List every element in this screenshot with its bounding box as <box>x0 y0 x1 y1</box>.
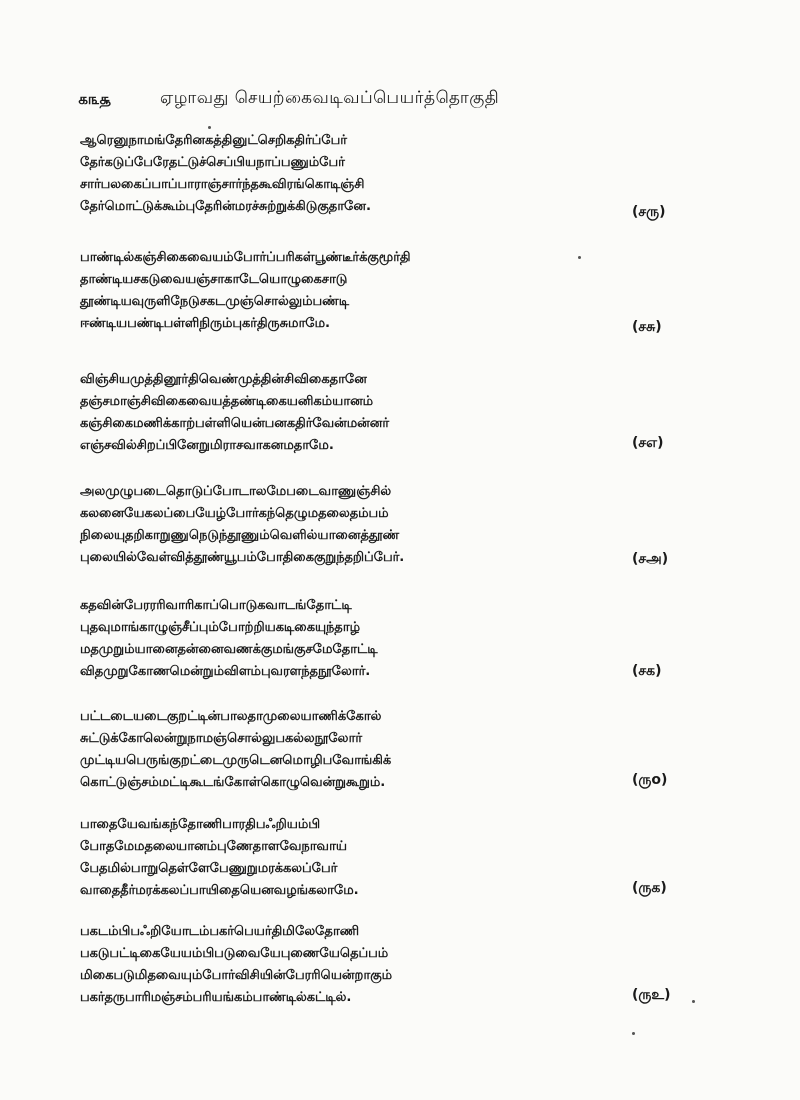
verse-number: (சரு) <box>632 204 666 220</box>
verse-number: (ருக) <box>632 880 667 896</box>
scan-speck <box>632 1032 635 1035</box>
verse-line: கொட்டுஞ்சம்மட்டிகூடங்கோள்கொழுவென்றுகூறும். <box>80 775 386 790</box>
verse-line: ஈண்டியபண்டிபள்ளிநிரும்புகர்திருசுமாமே. <box>80 316 330 331</box>
verse-line: அலமுழுபடைதொடுப்போடாலமேபடைவாணுஞ்சில் <box>80 484 392 499</box>
verse-block <box>80 369 720 457</box>
verse-line: தஞ்சமாஞ்சிவிகைவையத்தண்டிகையனிகம்யானம் <box>80 394 374 409</box>
scan-speck <box>208 126 211 129</box>
verse-line: மதமுறும்யானைதன்னைவணக்குமங்குசமேதோட்டி <box>80 642 378 657</box>
verse-block <box>80 595 720 683</box>
verse-line: தேர்கடுப்பேரேதட்டுச்செப்பியநாப்பணும்பேர் <box>80 155 345 170</box>
verse-block <box>80 814 720 902</box>
verse-line: சார்பலகைப்பாப்பாராஞ்சார்ந்தகூவிரங்கொடிஞ்சி <box>80 177 365 192</box>
verse-line: புதவுமாங்காழுஞ்சீப்பும்போற்றியகடிகையுந்தாழ் <box>80 620 361 635</box>
verse-line: நிலையுதறிகாறுணுநெடுந்தூணும்வெளில்யானைத்தூண் <box>80 528 400 543</box>
verse-number: (சஅ) <box>632 551 669 567</box>
verse-line: விதமுறுகோணமென்றும்விளம்புவரளந்தநூலோர். <box>80 664 371 679</box>
verse-block <box>80 706 720 794</box>
verse-block <box>80 481 720 569</box>
verse-line: கலனையேகலப்பையேழ்போர்கந்தெழுமதலைதம்பம் <box>80 506 389 521</box>
verse-line: தேர்மொட்டுக்கூம்புதேரின்மரச்சுற்றுக்கிடுகுதானே. <box>80 199 371 214</box>
verse-number: (ருஉ) <box>632 987 671 1003</box>
verse-line: பேதமில்பாறுதெள்ளேபேணுறுமரக்கலப்பேர் <box>80 861 338 876</box>
verse-line: கதவின்பேரரரிவாரிகாப்பொடுகவாடங்தோட்டி <box>80 598 352 613</box>
verse-line: தாண்டியசகடுவையஞ்சாகாடேயொழுகைசாடு <box>80 272 348 287</box>
page-header <box>78 88 638 118</box>
verse-line: பட்டடையடைகுறட்டின்பாலதாமுலையாணிக்கோல் <box>80 709 382 724</box>
verse-line: தூண்டியவுருளிநேடுசகடமுஞ்சொல்லும்பண்டி <box>80 294 350 309</box>
verse-line: விஞ்சியமுத்தினூர்திவெண்முத்தின்சிவிகைதானே <box>80 372 367 387</box>
verse-line: வாதைதீர்மரக்கலப்பாயிதையெனவழங்கலாமே. <box>80 883 359 898</box>
verse-number: (சஎ) <box>632 435 664 451</box>
scan-speck <box>578 256 581 259</box>
verse-line: எஞ்சவில்சிறப்பினேறுமிராசவாகனமதாமே. <box>80 438 334 453</box>
verse-line: புலையில்வேள்வித்தூண்யூபம்போதிகைகுறுந்தறிப்பேர். <box>80 550 405 565</box>
verse-line: மிகைபடுமிதவையும்போர்விசியின்பேரரியென்றாகும் <box>80 968 393 983</box>
verse-block <box>80 921 720 1009</box>
section-title: ஏழாவது செயற்கைவடிவப்பெயர்த்தொகுதி <box>160 88 500 108</box>
page-number: ௧௩௲ <box>78 90 111 108</box>
verse-line: பாண்டில்கஞ்சிகைவையம்போர்ப்பரிகள்பூண்டீர்க்குமூர்தி <box>80 250 411 265</box>
verse-line: முட்டியபெருங்குறட்டைமுருடெனமொழிபவோங்கிக் <box>80 753 392 768</box>
verse-line: ஆரெனுநாமங்தேரினகத்தினுட்செறிகதிர்ப்பேர் <box>80 133 347 148</box>
verse-block <box>80 130 720 218</box>
scan-speck <box>692 1000 695 1003</box>
verse-number: (ருo) <box>632 772 668 788</box>
verse-line: பகர்தருபாரிமஞ்சம்பரியங்கம்பாண்டில்கட்டில். <box>80 990 352 1005</box>
verse-number: (சசு) <box>632 319 662 335</box>
verse-line: பகடம்பிபஃறியோடம்பகர்பெயர்திமிலேதோணி <box>80 924 360 939</box>
verse-block <box>80 247 720 335</box>
verse-line: பாதையேவங்கந்தோணிபாரதிபஃறியம்பி <box>80 817 321 832</box>
verse-line: பகடுபட்டிகையேயம்பிபடுவையேபுணையேதெப்பம் <box>80 946 389 961</box>
verse-line: போதமேமதலையானம்புணேதாளவேநாவாய் <box>80 839 347 854</box>
verse-number: (சக) <box>632 663 662 679</box>
verse-line: சுட்டுக்கோலென்றுநாமஞ்சொல்லுபகல்லநூலோர் <box>80 731 363 746</box>
verse-line: கஞ்சிகைமணிக்காற்பள்ளியென்பனகதிர்வேன்மன்னர் <box>80 416 390 431</box>
